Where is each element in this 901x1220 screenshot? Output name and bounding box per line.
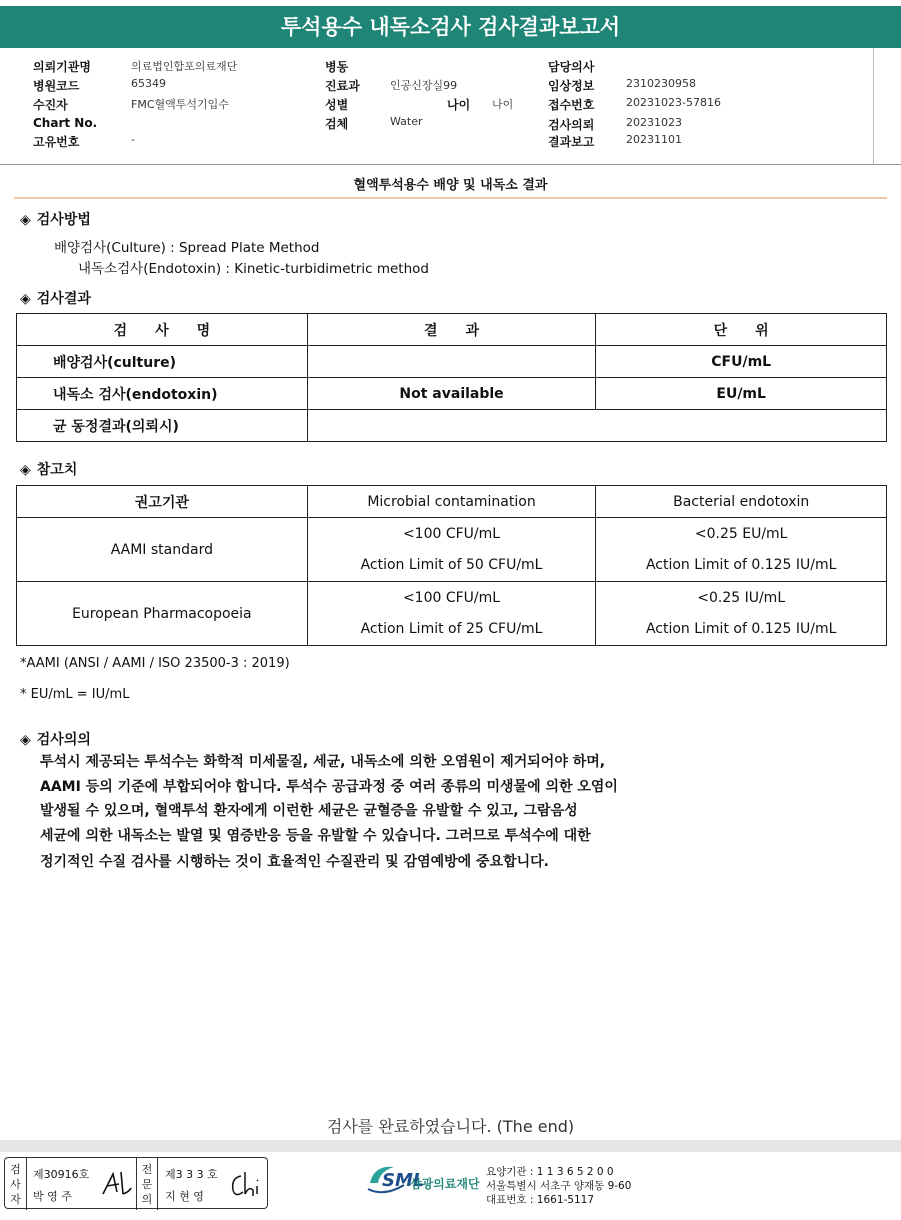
reference-organization: AAMI standard (17, 518, 308, 582)
note-aami: *AAMI (ANSI / AAMI / ISO 23500-3 : 2019) (20, 656, 290, 671)
header-divider-vertical (873, 48, 874, 165)
endotoxin-limit: <0.25 EU/mL (694, 525, 788, 542)
sml-logo-text: SML (382, 1170, 425, 1191)
endotoxin-action-limit: Action Limit of 0.125 IU/mL (645, 556, 837, 573)
header-label-sex: 성별 (325, 98, 349, 112)
signature-role-tester: 검 사 자 (5, 1158, 27, 1210)
diamond-bullet-icon: ◈ (20, 212, 31, 228)
org-info-code: 요양기관 : 1 1 3 6 5 2 0 0 (486, 1166, 614, 1178)
interpretation-line: 세균에 의한 내독소는 발열 및 염증반응 등을 유발할 수 있습니다. 그러므로 투석수에 대한 (40, 828, 591, 844)
header-value-hospital-code: 65349 (131, 77, 166, 90)
diamond-bullet-icon: ◈ (20, 291, 31, 307)
results-heading-text: 검사결과 (36, 291, 91, 307)
microbial-action-limit: Action Limit of 25 CFU/mL (360, 620, 543, 637)
header-divider (0, 164, 901, 165)
microbial-action-limit: Action Limit of 50 CFU/mL (360, 556, 543, 573)
diamond-bullet-icon: ◈ (20, 732, 31, 748)
reference-heading (20, 459, 77, 479)
header-value-age: 나이 (492, 98, 514, 111)
table-row (17, 518, 887, 582)
result-unit: EU/mL (596, 378, 887, 410)
results-col-result: 결 과 (307, 314, 596, 346)
header-value-unique-id: - (131, 133, 135, 146)
diamond-bullet-icon: ◈ (20, 462, 31, 478)
header-label-clinical-info: 임상정보 (548, 79, 595, 93)
header-label-requesting-institution: 의뢰기관명 (33, 60, 91, 74)
end-message: 검사를 완료하였습니다. (The end) (326, 1117, 575, 1136)
microbial-limit: <100 CFU/mL (402, 589, 501, 606)
specialist-name: 지 현 영 (165, 1190, 204, 1203)
interpretation-line: AAMI 등의 기준에 부합되어야 합니다. 투석수 공급과정 중 여러 종류의 미생물에 의한 오염이 (40, 779, 618, 795)
result-test-name: 배양검사(culture) (17, 346, 308, 378)
header-value-specimen: Water (390, 115, 423, 128)
section-divider (14, 197, 887, 199)
reference-organization: European Pharmacopoeia (17, 582, 308, 646)
reference-col-endotoxin: Bacterial endotoxin (596, 486, 887, 518)
organization-name: 삼광의료재단 (410, 1177, 480, 1191)
footer-band (0, 1140, 901, 1152)
results-table (16, 313, 887, 442)
header-label-test-request: 검사의뢰 (548, 118, 595, 132)
interpretation-line: 정기적인 수질 검사를 시행하는 것이 효율적인 수질관리 및 감염예방에 중요합니다. (40, 854, 549, 870)
identification-value (307, 410, 886, 442)
method-culture: 배양검사(Culture) : Spread Plate Method (54, 240, 320, 256)
reference-heading-text: 참고치 (36, 462, 78, 478)
reference-col-microbial: Microbial contamination (307, 486, 596, 518)
reference-header-row (17, 486, 887, 518)
result-value: Not available (307, 378, 596, 410)
reference-table (16, 485, 887, 646)
header-value-clinical-info: 2310230958 (626, 77, 696, 90)
microbial-limit: <100 CFU/mL (402, 525, 501, 542)
header-value-requesting-institution: 의료법인합포의료재단 (131, 60, 238, 73)
results-header-row (17, 314, 887, 346)
header-label-patient: 수진자 (33, 98, 68, 112)
header-value-test-request: 20231023 (626, 116, 682, 129)
endotoxin-action-limit: Action Limit of 0.125 IU/mL (645, 620, 837, 637)
tester-name: 박 영 주 (33, 1190, 72, 1203)
reference-endotoxin-cell (596, 518, 887, 582)
header-label-hospital-code: 병원코드 (33, 79, 80, 93)
table-row (17, 582, 887, 646)
result-unit: CFU/mL (596, 346, 887, 378)
method-endotoxin: 내독소검사(Endotoxin) : Kinetic-turbidimetric method (78, 261, 429, 277)
header-label-unique-id: 고유번호 (33, 135, 80, 149)
tester-license: 제30916호 (33, 1168, 90, 1181)
interpretation-line: 투석시 제공되는 투석수는 화학적 미세물질, 세균, 내독소에 의한 오염원이 제거되어야 하며, (40, 754, 606, 770)
section-title: 혈액투석용수 배양 및 내독소 결과 (353, 178, 548, 193)
reference-endotoxin-cell (596, 582, 887, 646)
table-row (17, 410, 887, 442)
identification-label: 균 동정결과(의뢰시) (17, 410, 308, 442)
interpretation-heading (20, 729, 91, 749)
result-test-name: 내독소 검사(endotoxin) (17, 378, 308, 410)
reference-microbial-cell (307, 518, 596, 582)
table-row (17, 378, 887, 410)
signature-box (4, 1157, 268, 1209)
reference-microbial-cell (307, 582, 596, 646)
header-label-department: 진료과 (325, 79, 360, 93)
table-row (17, 346, 887, 378)
report-title: 투석용수 내독소검사 검사결과보고서 (0, 6, 901, 48)
result-value (307, 346, 596, 378)
org-info-phone: 대표번호 : 1661-5117 (486, 1194, 595, 1206)
header-value-receipt-no: 20231023-57816 (626, 96, 721, 109)
header-label-age: 나이 (447, 98, 471, 112)
sml-logo (364, 1163, 480, 1203)
header-label-ward: 병동 (325, 60, 349, 74)
header-label-result-report: 결과보고 (548, 135, 595, 149)
interpretation-heading-text: 검사의의 (36, 732, 91, 748)
results-col-test-name: 검 사 명 (17, 314, 308, 346)
endotoxin-limit: <0.25 IU/mL (697, 589, 786, 606)
method-heading-text: 검사방법 (36, 212, 91, 228)
header-label-receipt-no: 접수번호 (548, 98, 595, 112)
header-label-physician: 담당의사 (548, 60, 595, 74)
header-value-department: 인공신장실99 (390, 79, 458, 92)
note-units: * EU/mL = IU/mL (20, 687, 130, 702)
tester-signature-icon (99, 1168, 135, 1200)
header-label-chart-no: Chart No. (33, 116, 98, 130)
specialist-license: 제3 3 3 호 (165, 1168, 218, 1181)
signature-role-specialist: 전 문 의 (136, 1158, 158, 1210)
results-col-unit: 단 위 (596, 314, 887, 346)
header-value-result-report: 20231101 (626, 133, 682, 146)
specialist-signature-icon (227, 1168, 265, 1200)
org-info-address: 서울특별시 서초구 양재동 9-60 (486, 1180, 632, 1192)
method-heading (20, 209, 91, 229)
header-value-patient: FMC혈액투석기입수 (131, 98, 229, 111)
reference-col-organization: 권고기관 (17, 486, 308, 518)
interpretation-line: 발생될 수 있으며, 혈액투석 환자에게 이런한 세균은 균혈증을 유발할 수 있고, 그람음성 (40, 803, 578, 819)
header-label-specimen: 검체 (325, 117, 349, 131)
results-heading (20, 288, 91, 308)
